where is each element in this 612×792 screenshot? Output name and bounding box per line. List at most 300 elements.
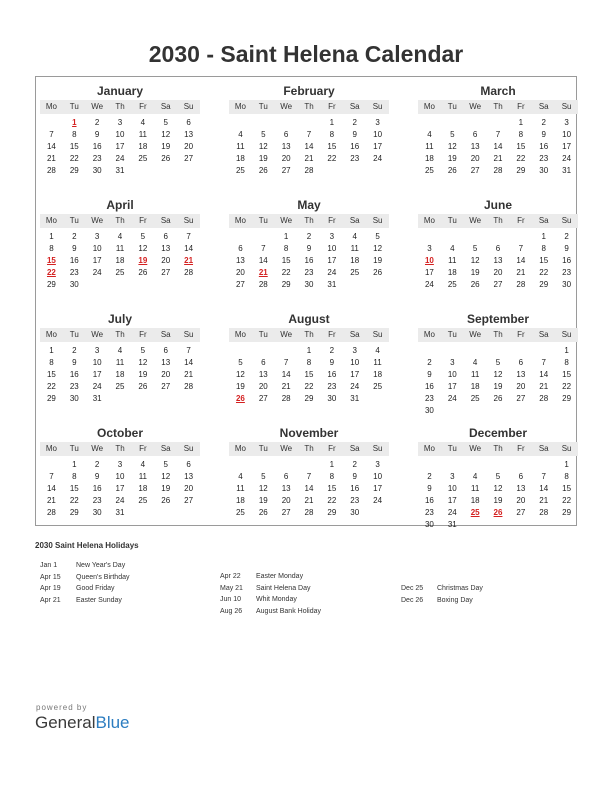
day-cell: 29 [69, 166, 79, 175]
holiday-row [40, 583, 129, 595]
day-cell: 7 [306, 130, 312, 139]
day-cell: 26 [138, 268, 148, 277]
day-cell: 18 [424, 154, 434, 163]
day-cell: 19 [138, 256, 148, 265]
day-cell: 21 [539, 382, 549, 391]
day-cell: 7 [541, 358, 546, 367]
day-cell [441, 459, 464, 471]
day-cell: 24 [92, 382, 102, 391]
week-row [229, 279, 389, 291]
day-cell: 12 [235, 370, 245, 379]
day-cell: 8 [72, 130, 77, 139]
weekday-label: We [91, 216, 104, 225]
day-cell: 17 [327, 256, 337, 265]
day-cell: 9 [306, 244, 312, 253]
day-cell: 16 [69, 256, 79, 265]
day-cell: 16 [304, 256, 314, 265]
day-cell: 23 [69, 382, 79, 391]
month-name: December [468, 426, 528, 440]
month-days [229, 117, 389, 177]
day-cell: 30 [562, 280, 572, 289]
weekday-label: Sa [349, 330, 360, 339]
day-cell [555, 519, 578, 531]
day-cell: 27 [184, 154, 194, 163]
day-cell: 19 [493, 382, 503, 391]
day-cell: 24 [92, 268, 102, 277]
day-cell: 5 [238, 358, 243, 367]
day-cell [487, 459, 510, 471]
week-row [418, 495, 578, 507]
day-cell: 6 [163, 232, 168, 241]
weekday-label: Sa [349, 216, 360, 225]
week-row [418, 129, 578, 141]
day-cell: 25 [138, 154, 148, 163]
week-row [418, 243, 578, 255]
week-row [418, 459, 578, 471]
holiday-name: Whit Monday [256, 596, 297, 603]
day-cell: 4 [472, 472, 478, 481]
holidays-title: 2030 Saint Helena Holidays [35, 541, 139, 550]
day-cell: 6 [518, 358, 524, 367]
day-cell: 25 [235, 508, 245, 517]
week-row [229, 507, 389, 519]
day-cell: 30 [424, 520, 434, 529]
day-cell: 26 [447, 166, 457, 175]
weekday-label: Th [115, 102, 125, 111]
day-cell: 15 [46, 370, 56, 379]
weekday-label: We [91, 444, 104, 453]
month-name: January [96, 84, 144, 98]
weekday-label: Th [304, 330, 314, 339]
week-row [229, 117, 389, 129]
day-cell: 9 [352, 130, 357, 139]
day-cell [252, 345, 275, 357]
day-cell [487, 519, 510, 531]
day-cell: 10 [447, 370, 457, 379]
day-cell: 5 [261, 130, 266, 139]
month-days [40, 345, 200, 405]
day-cell: 4 [450, 244, 455, 253]
day-cell: 27 [470, 166, 480, 175]
day-cell: 2 [541, 118, 546, 127]
day-cell: 20 [281, 496, 291, 505]
week-row [229, 255, 389, 267]
weekday-header [229, 328, 389, 342]
day-cell: 10 [115, 130, 125, 139]
day-cell [109, 279, 132, 291]
week-row [229, 357, 389, 369]
week-row [229, 153, 389, 165]
day-cell: 14 [516, 256, 526, 265]
weekday-label: Sa [538, 444, 549, 453]
month-days [40, 231, 200, 291]
day-cell: 9 [427, 484, 432, 493]
month-name: October [96, 426, 143, 440]
month-name: July [107, 312, 132, 326]
day-cell: 10 [447, 484, 457, 493]
day-cell: 30 [539, 166, 549, 175]
holiday-row [401, 595, 483, 607]
day-cell: 7 [186, 346, 191, 355]
day-cell: 23 [424, 394, 434, 403]
day-cell: 1 [564, 346, 569, 355]
day-cell: 25 [470, 394, 480, 403]
day-cell [509, 519, 532, 531]
holiday-name: Good Friday [76, 585, 115, 592]
day-cell: 15 [327, 484, 337, 493]
day-cell [441, 117, 464, 129]
day-cell: 16 [424, 382, 434, 391]
weekday-header [40, 328, 200, 342]
day-cell: 29 [46, 394, 56, 403]
month-name: June [483, 198, 512, 212]
day-cell: 16 [562, 256, 572, 265]
day-cell: 19 [161, 142, 171, 151]
month-name: April [106, 198, 134, 212]
day-cell: 30 [69, 280, 79, 289]
day-cell: 6 [238, 244, 243, 253]
day-cell: 23 [92, 154, 102, 163]
weekday-label: We [469, 102, 482, 111]
weekday-header [418, 100, 578, 114]
day-cell: 2 [329, 346, 335, 355]
day-cell [177, 393, 200, 405]
day-cell: 1 [72, 460, 77, 469]
day-cell: 12 [470, 256, 480, 265]
day-cell: 21 [184, 256, 194, 265]
day-cell: 14 [539, 484, 549, 493]
day-cell: 31 [327, 280, 337, 289]
day-cell: 4 [238, 130, 243, 139]
day-cell [509, 405, 532, 417]
day-cell: 19 [161, 484, 171, 493]
day-cell: 22 [539, 268, 549, 277]
day-cell: 27 [281, 166, 291, 175]
day-cell: 13 [516, 370, 526, 379]
day-cell [154, 393, 177, 405]
day-cell: 15 [281, 256, 291, 265]
day-cell: 6 [518, 472, 524, 481]
day-cell [487, 231, 510, 243]
day-cell: 23 [304, 268, 314, 277]
day-cell: 21 [304, 496, 314, 505]
day-cell: 11 [236, 484, 245, 493]
day-cell: 18 [235, 496, 245, 505]
day-cell: 21 [281, 382, 291, 391]
day-cell [343, 165, 366, 177]
weekday-label: Mo [234, 102, 246, 111]
day-cell: 21 [258, 268, 268, 277]
day-cell: 4 [140, 460, 146, 469]
day-cell [177, 165, 200, 177]
day-cell: 15 [539, 256, 549, 265]
day-cell: 5 [495, 472, 501, 481]
day-cell: 31 [115, 166, 125, 175]
day-cell: 28 [304, 508, 314, 517]
day-cell: 18 [373, 370, 383, 379]
weekday-label: Sa [538, 102, 549, 111]
day-cell: 22 [516, 154, 526, 163]
holiday-name: Queen's Birthday [76, 573, 130, 581]
day-cell: 25 [373, 382, 383, 391]
day-cell: 10 [373, 472, 383, 481]
day-cell: 7 [49, 130, 54, 139]
day-cell: 10 [350, 358, 360, 367]
day-cell: 28 [184, 382, 194, 391]
day-cell [343, 279, 366, 291]
day-cell: 2 [72, 232, 77, 241]
day-cell [177, 507, 200, 519]
day-cell: 29 [69, 508, 79, 517]
day-cell [275, 459, 298, 471]
day-cell [464, 231, 487, 243]
day-cell: 3 [117, 118, 123, 127]
day-cell [86, 279, 109, 291]
weekday-label: We [91, 330, 104, 339]
day-cell: 8 [518, 130, 524, 139]
weekday-label: Sa [160, 330, 171, 339]
day-cell: 6 [261, 358, 266, 367]
weekday-label: Tu [69, 102, 79, 111]
day-cell: 20 [516, 496, 526, 505]
holiday-date: Apr 22 [220, 573, 241, 580]
day-cell: 5 [163, 460, 168, 469]
day-cell [366, 165, 389, 177]
day-cell: 29 [516, 166, 526, 175]
week-row [418, 255, 578, 267]
day-cell: 13 [281, 484, 291, 493]
day-cell: 7 [261, 244, 266, 253]
week-row [40, 117, 200, 129]
day-cell [532, 459, 555, 471]
day-cell: 10 [562, 130, 572, 139]
day-cell: 10 [373, 130, 383, 139]
day-cell: 21 [516, 268, 526, 277]
holiday-name: Boxing Day [437, 596, 473, 604]
holiday-date: Jan 1 [40, 562, 58, 569]
day-cell: 31 [92, 394, 102, 403]
day-cell: 9 [72, 358, 77, 367]
day-cell: 14 [493, 142, 503, 151]
day-cell: 29 [539, 280, 549, 289]
day-cell: 7 [306, 472, 312, 481]
week-row [40, 129, 200, 141]
week-row [40, 507, 200, 519]
weekday-label: Mo [234, 216, 246, 225]
holiday-row [220, 571, 321, 583]
week-row [418, 393, 578, 405]
week-row [229, 141, 389, 153]
day-cell [441, 345, 464, 357]
day-cell: 17 [562, 142, 572, 151]
day-cell: 26 [470, 280, 480, 289]
day-cell: 13 [235, 256, 245, 265]
month-september [418, 305, 578, 417]
day-cell [298, 117, 321, 129]
day-cell: 5 [450, 130, 455, 139]
day-cell [275, 117, 298, 129]
day-cell: 10 [92, 358, 102, 367]
day-cell: 27 [493, 280, 503, 289]
weekday-header [418, 328, 578, 342]
week-row [418, 165, 578, 177]
day-cell [418, 459, 441, 471]
day-cell: 22 [46, 382, 56, 391]
weekday-header [229, 214, 389, 228]
week-row [418, 357, 578, 369]
week-row [40, 267, 200, 279]
day-cell: 24 [447, 508, 457, 517]
month-august [229, 305, 389, 417]
month-december [418, 419, 578, 531]
weekday-label: Tu [69, 216, 79, 225]
day-cell: 10 [327, 244, 337, 253]
week-row [229, 129, 389, 141]
day-cell: 1 [564, 460, 569, 469]
day-cell: 5 [163, 118, 168, 127]
day-cell: 11 [425, 142, 434, 151]
day-cell: 1 [72, 118, 77, 127]
day-cell: 17 [373, 142, 383, 151]
day-cell: 3 [375, 460, 380, 469]
day-cell: 7 [518, 244, 524, 253]
weekday-label: We [280, 216, 293, 225]
day-cell: 28 [46, 166, 56, 175]
day-cell [131, 507, 154, 519]
day-cell: 13 [184, 130, 194, 139]
day-cell: 15 [69, 484, 79, 493]
day-cell: 20 [470, 154, 480, 163]
day-cell: 29 [46, 280, 56, 289]
day-cell: 9 [94, 130, 100, 139]
day-cell: 17 [115, 484, 125, 493]
week-row [40, 381, 200, 393]
day-cell: 10 [424, 256, 434, 265]
holiday-name: Easter Monday [256, 573, 304, 580]
day-cell [366, 279, 389, 291]
day-cell: 30 [424, 406, 434, 415]
week-row [40, 243, 200, 255]
month-days [229, 345, 389, 405]
day-cell: 5 [472, 244, 478, 253]
week-row [418, 483, 578, 495]
day-cell: 19 [470, 268, 480, 277]
day-cell: 25 [115, 382, 125, 391]
weekday-label: Th [115, 216, 125, 225]
weekday-label: Fr [517, 216, 525, 225]
month-days [229, 459, 389, 519]
weekday-label: Mo [423, 102, 435, 111]
day-cell: 23 [539, 154, 549, 163]
day-cell: 13 [161, 244, 171, 253]
holiday-date: Apr 21 [40, 596, 61, 604]
month-name: September [466, 312, 530, 326]
day-cell [320, 165, 343, 177]
weekday-label: Mo [45, 330, 57, 339]
day-cell: 14 [258, 256, 268, 265]
day-cell: 19 [258, 496, 268, 505]
month-days [40, 117, 200, 177]
week-row [40, 165, 200, 177]
day-cell: 31 [447, 520, 457, 529]
day-cell: 29 [304, 394, 314, 403]
holiday-date: Jun 10 [220, 596, 242, 603]
day-cell: 3 [352, 346, 357, 355]
week-row [40, 369, 200, 381]
day-cell: 15 [69, 142, 79, 151]
day-cell: 16 [327, 370, 337, 379]
day-cell: 3 [564, 118, 569, 127]
day-cell: 20 [281, 154, 291, 163]
day-cell: 11 [138, 130, 148, 139]
day-cell: 23 [327, 382, 337, 391]
week-row [418, 471, 578, 483]
day-cell: 25 [138, 496, 148, 505]
day-cell: 18 [235, 154, 245, 163]
day-cell: 20 [493, 268, 503, 277]
day-cell: 2 [72, 346, 77, 355]
day-cell: 22 [69, 154, 79, 163]
weekday-label: Mo [423, 216, 435, 225]
weekday-label: Mo [234, 330, 246, 339]
week-row [418, 381, 578, 393]
day-cell: 8 [49, 358, 54, 367]
weekday-label: Su [183, 330, 194, 339]
holiday-row [220, 606, 321, 618]
weekday-label: Mo [45, 444, 57, 453]
weekday-label: Su [183, 444, 194, 453]
day-cell: 3 [375, 118, 380, 127]
day-cell [464, 117, 487, 129]
day-cell [298, 459, 321, 471]
day-cell: 20 [516, 382, 526, 391]
weekday-header [229, 442, 389, 456]
day-cell: 26 [258, 508, 268, 517]
month-days [418, 459, 578, 531]
weekday-label: Th [304, 102, 314, 111]
day-cell: 9 [564, 244, 569, 253]
weekday-header [229, 100, 389, 114]
weekday-label: Th [115, 330, 125, 339]
day-cell: 16 [539, 142, 549, 151]
holiday-date: Apr 19 [40, 585, 61, 592]
day-cell: 26 [258, 166, 268, 175]
week-row [418, 279, 578, 291]
day-cell [252, 459, 275, 471]
day-cell: 13 [493, 256, 503, 265]
day-cell: 8 [329, 130, 335, 139]
day-cell: 5 [495, 358, 501, 367]
day-cell: 27 [258, 394, 268, 403]
day-cell: 4 [140, 118, 146, 127]
week-row [40, 279, 200, 291]
day-cell [555, 405, 578, 417]
weekday-label: Su [561, 216, 572, 225]
day-cell: 22 [281, 268, 291, 277]
week-row [229, 483, 389, 495]
day-cell: 4 [472, 358, 478, 367]
weekday-label: Su [372, 102, 383, 111]
day-cell [532, 519, 555, 531]
day-cell [418, 345, 441, 357]
day-cell: 26 [373, 268, 383, 277]
day-cell: 8 [541, 244, 546, 253]
holiday-row [40, 572, 129, 584]
weekday-header [418, 442, 578, 456]
day-cell: 13 [516, 484, 526, 493]
day-cell: 19 [447, 154, 457, 163]
weekday-label: Tu [258, 330, 268, 339]
